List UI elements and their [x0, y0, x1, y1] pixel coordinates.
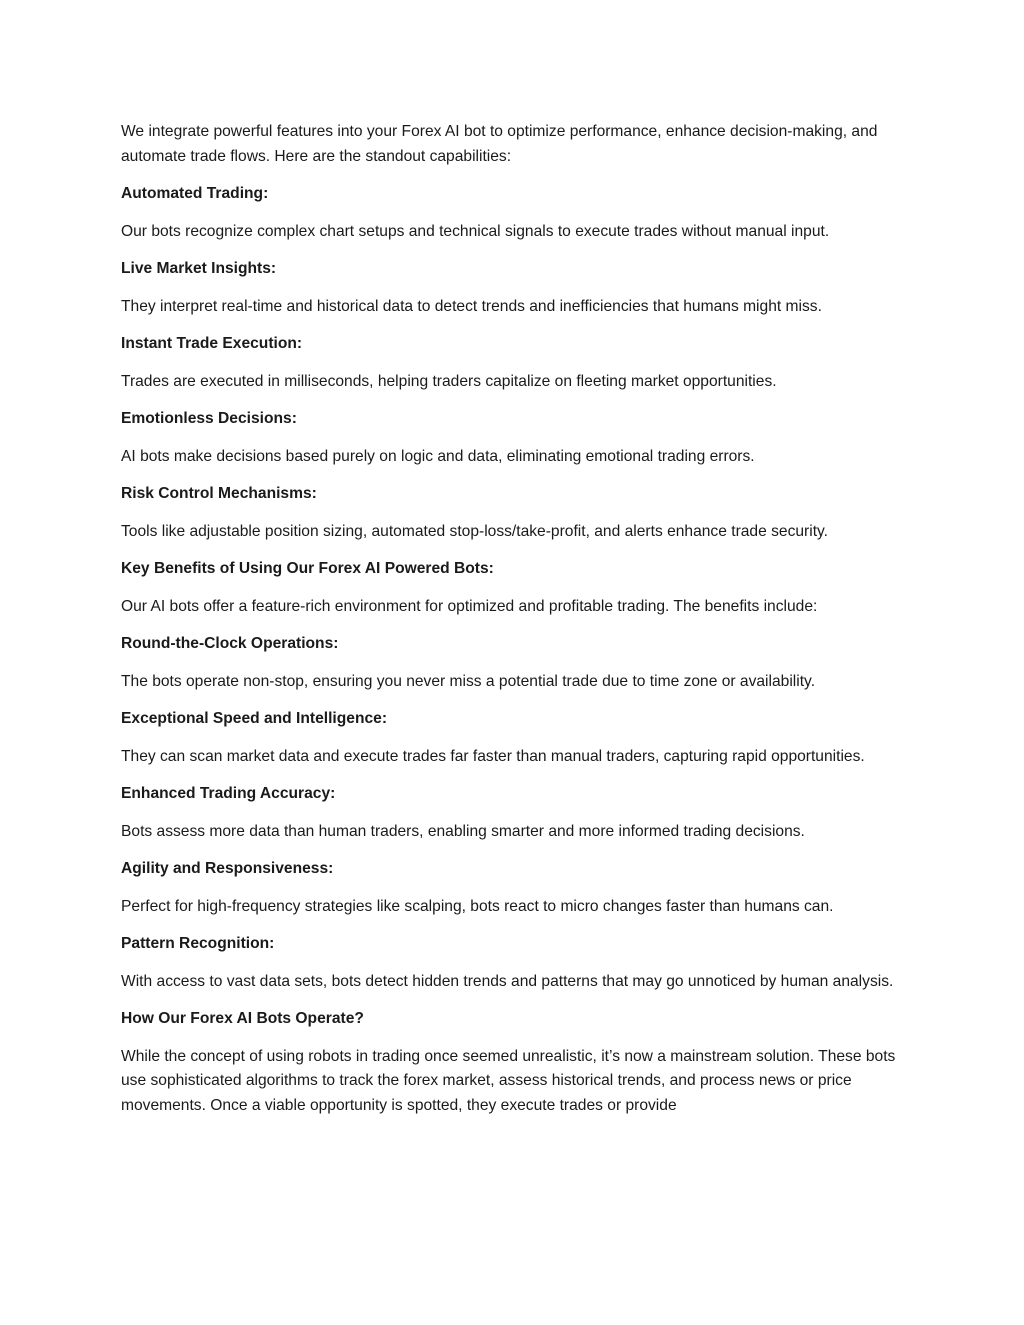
heading-how-bots-operate: How Our Forex AI Bots Operate?	[121, 1010, 364, 1027]
heading-speed-intelligence: Exceptional Speed and Intelligence:	[121, 710, 388, 727]
paragraph-pattern-recognition: With access to vast data sets, bots detect hidden trends and patterns that may go unnoticed by human analysis.	[121, 972, 894, 990]
heading-automated-trading: Automated Trading:	[121, 185, 269, 202]
heading-agility: Agility and Responsiveness:	[121, 860, 334, 877]
paragraph-automated-trading: Our bots recognize complex chart setups and technical signals to execute trades without manual input.	[121, 222, 830, 240]
heading-pattern-recognition: Pattern Recognition:	[121, 935, 275, 952]
paragraph-round-the-clock: The bots operate non-stop, ensuring you never miss a potential trade due to time zone or availability.	[121, 672, 816, 690]
heading-trading-accuracy: Enhanced Trading Accuracy:	[121, 785, 336, 802]
heading-live-market-insights: Live Market Insights:	[121, 260, 277, 277]
paragraph-risk-control: Tools like adjustable position sizing, automated stop-loss/take-profit, and alerts enhance trade security.	[121, 522, 829, 540]
paragraph-trading-accuracy: Bots assess more data than human traders, enabling smarter and more informed trading decisions.	[121, 822, 805, 840]
document-page	[121, 120, 911, 1131]
paragraph-key-benefits: Our AI bots offer a feature-rich environment for optimized and profitable trading. The benefits include:	[121, 597, 818, 615]
paragraph-how-bots-operate: While the concept of using robots in trading once seemed unrealistic, it’s now a mainstream solution. These bots use sophisticated algorithms to track the forex market, assess historical trends, and process news or price movements. Once a viable opportunity is spotted, they execute trades or provide	[121, 1047, 896, 1114]
heading-risk-control: Risk Control Mechanisms:	[121, 485, 317, 502]
heading-instant-trade-execution: Instant Trade Execution:	[121, 335, 303, 352]
intro-paragraph: We integrate powerful features into your Forex AI bot to optimize performance, enhance decision-making, and automate trade flows. Here are the standout capabilities:	[121, 123, 878, 165]
paragraph-instant-trade-execution: Trades are executed in milliseconds, helping traders capitalize on fleeting market opportunities.	[121, 372, 777, 390]
heading-key-benefits: Key Benefits of Using Our Forex AI Powered Bots:	[121, 560, 494, 577]
paragraph-live-market-insights: They interpret real-time and historical data to detect trends and inefficiencies that humans might miss.	[121, 297, 822, 315]
paragraph-speed-intelligence: They can scan market data and execute trades far faster than manual traders, capturing rapid opportunities.	[121, 747, 865, 765]
heading-emotionless-decisions: Emotionless Decisions:	[121, 410, 297, 427]
paragraph-agility: Perfect for high-frequency strategies like scalping, bots react to micro changes faster than humans can.	[121, 897, 834, 915]
heading-round-the-clock: Round-the-Clock Operations:	[121, 635, 339, 652]
paragraph-emotionless-decisions: AI bots make decisions based purely on logic and data, eliminating emotional trading errors.	[121, 447, 755, 465]
